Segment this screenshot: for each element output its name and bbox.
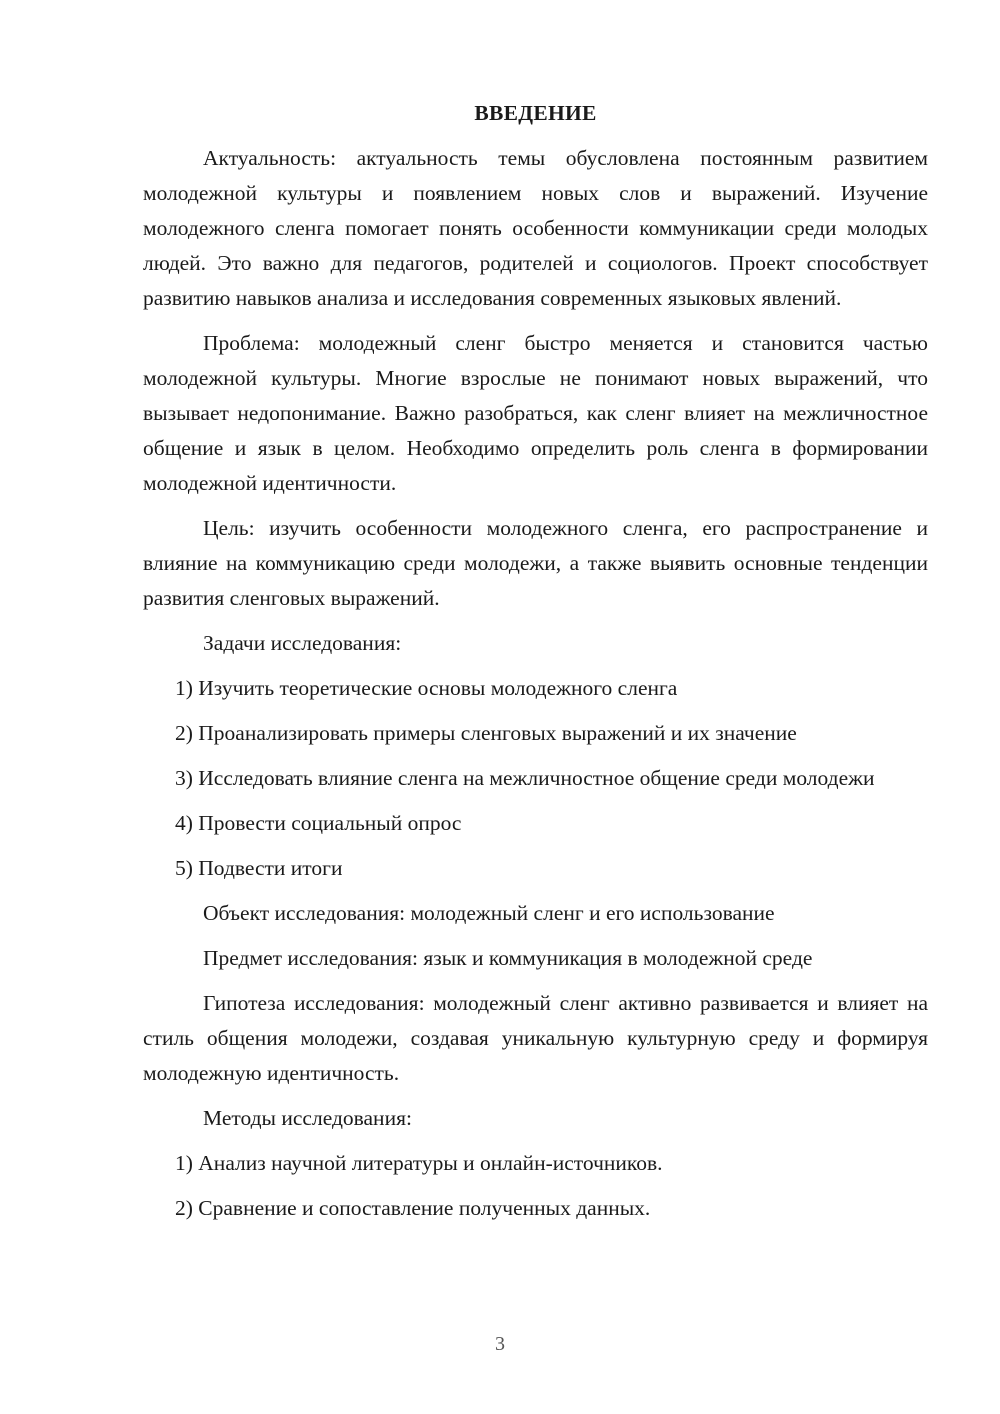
task-item-3: 3) Исследовать влияние сленга на межличностное общение среди молодежи [175, 766, 875, 790]
task-item-1: 1) Изучить теоретические основы молодежного сленга [175, 676, 678, 700]
problem-paragraph: Проблема: молодежный сленг быстро меняется и становится частью молодежной культуры. Многие взрослые не понимают новых выражений, что вызывает недопонимание. Важно разобраться, как сленг влияет на межличностное общение и язык в целом. Необходимо определить роль сленга в формировании молодежной идентичности. [143, 331, 928, 495]
page-title: ВВЕДЕНИЕ [474, 101, 597, 125]
page-number: 3 [495, 1333, 505, 1355]
tasks-heading: Задачи исследования: [203, 631, 402, 655]
goal-paragraph: Цель: изучить особенности молодежного сленга, его распространение и влияние на коммуникацию среди молодежи, а также выявить основные тенденции развития сленговых выражений. [143, 516, 928, 610]
method-item-2: 2) Сравнение и сопоставление полученных данных. [175, 1196, 651, 1220]
task-item-4: 4) Провести социальный опрос [175, 811, 462, 835]
methods-heading: Методы исследования: [203, 1106, 412, 1130]
document-page [143, 96, 928, 1236]
object-line: Объект исследования: молодежный сленг и его использование [203, 901, 775, 925]
hypothesis-paragraph: Гипотеза исследования: молодежный сленг активно развивается и влияет на стиль общения молодежи, создавая уникальную культурную среду и формируя молодежную идентичность. [143, 991, 928, 1085]
subject-line: Предмет исследования: язык и коммуникация в молодежной среде [203, 946, 813, 970]
task-item-2: 2) Проанализировать примеры сленговых выражений и их значение [175, 721, 797, 745]
task-item-5: 5) Подвести итоги [175, 856, 343, 880]
method-item-1: 1) Анализ научной литературы и онлайн-источников. [175, 1151, 663, 1175]
actuality-paragraph: Актуальность: актуальность темы обусловлена постоянным развитием молодежной культуры и появлением новых слов и выражений. Изучение молодежного сленга помогает понять особенности коммуникации среди молодых людей. Это важно для педагогов, родителей и социологов. Проект способствует развитию навыков анализа и исследования современных языковых явлений. [143, 146, 928, 310]
